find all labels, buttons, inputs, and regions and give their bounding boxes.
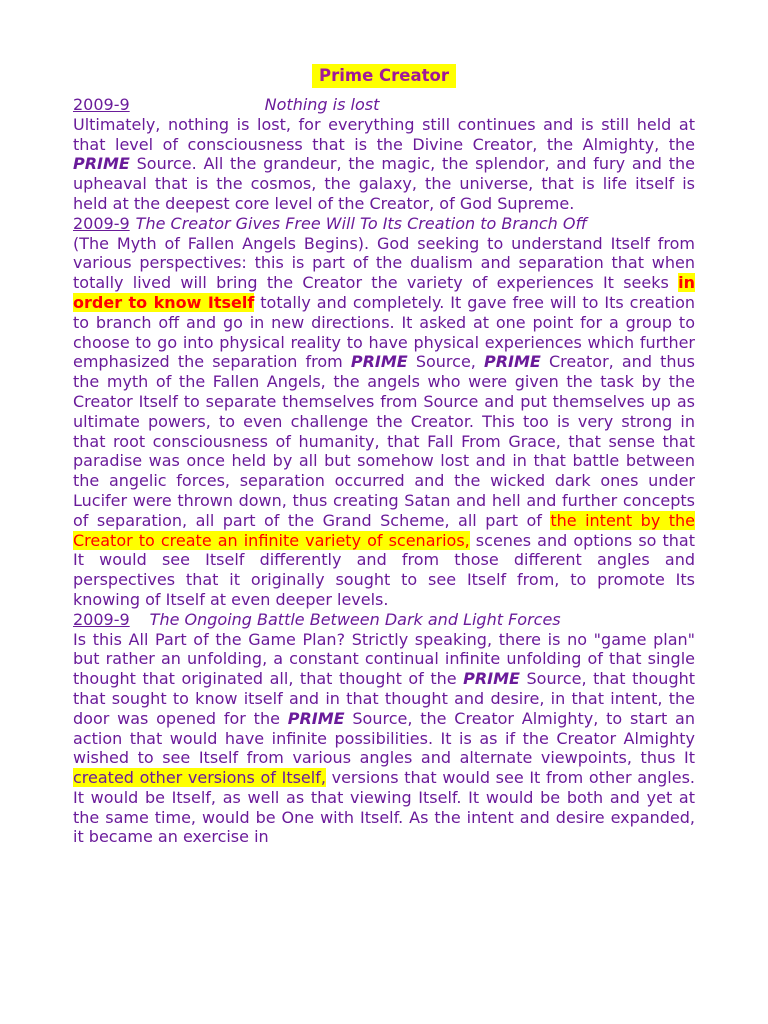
page-title: Prime Creator [312,64,456,88]
entry-free-will [73,214,695,610]
entry-dark-light-forces [73,610,695,848]
entry-date: 2009-9 [73,95,130,114]
entry-nothing-is-lost [73,95,695,214]
entry-header [73,95,695,115]
text-segment: Source. All the grandeur, the magic, the splendor, and fury and the upheaval that is the cosmos, the galaxy, the universe, that is life itself is held at the deepest core level of the Creator, of God Supreme. [73,154,695,213]
entry-paragraph [73,630,695,848]
entry-date: 2009-9 [73,609,130,629]
highlight-know-itself: in order to know Itself [73,273,695,312]
highlight-intent: the intent by the Creator to create an infinite variety of scenarios, [73,510,696,550]
text-segment: (The Myth of Fallen Angels Begins). God seeking to understand Itself from various perspectives: this is part of the dualism and separation that when totally lived will bring the Creator the variety of experiences It seeks [73,233,695,293]
prime-emphasis: PRIME [287,708,345,728]
entry-header [73,214,695,234]
entry-header [73,610,695,630]
entry-topic: The Creator Gives Free Will To Its Creation to Branch Off [135,213,588,233]
text-segment: versions that would see It from other angles. It would be Itself, as well as that viewing Itself. It would be both and yet at the same time, would be One with Itself. As the intent and desire expanded, it became an exercise in [73,768,696,847]
entry-paragraph [73,115,695,214]
prime-emphasis: PRIME [350,352,408,372]
document-page [73,64,695,847]
entry-date: 2009-9 [73,213,130,233]
text-segment: scenes and options so that It would see Itself differently and from those different angles and perspectives that it originally sought to see Itself from, to promote Its knowing of Itself at even deeper levels. [73,530,696,609]
highlight-other-versions: created other versions of Itself, [73,768,326,788]
prime-emphasis: PRIME [484,352,541,372]
text-segment: Is this All Part of the Game Plan? Strictly speaking, there is no "game plan" but rather an unfolding, a constant continual infinite unfolding of that single thought that originated all, that thought of the [73,629,695,689]
entry-paragraph [73,234,695,610]
entry-topic: Nothing is lost [264,95,380,114]
prime-emphasis: PRIME [73,154,130,174]
text-segment: Source, the Creator Almighty, to start an action that would have infinite possibilities. It is as if the Creator Almighty wished to see Itself from various angles and alternate viewpoints, thus It [73,708,696,768]
text-segment: Ultimately, nothing is lost, for everything still continues and is still held at that level of consciousness that is the Divine Creator, the Almighty, the [73,114,695,154]
text-segment: Source, that thought that sought to know itself and in that thought and desire, in that intent, the door was opened for the [73,669,696,728]
text-segment: Creator, and thus the myth of the Fallen Angels, the angels who were given the task by the Creator Itself to separate themselves from Source and put themselves up as ultimate powers, to even challenge the Creator. This too is very strong in that root consciousness of humanity, that Fall From Grace, that sense that paradise was once held by all but somehow lost and in that battle between the angelic forces, separation occurred and the wicked dark ones under Lucifer were thrown down, thus creating Satan and hell and further concepts of separation, all part of the Grand Scheme, all part of [73,352,695,530]
prime-emphasis: PRIME [463,669,520,689]
text-segment: Source, [407,352,484,372]
text-segment: totally and completely. It gave free will to Its creation to branch off and go in new directions. It asked at one point for a group to choose to go into physical reality to have physical experiences which further emphasized the separation from [73,292,696,372]
entry-topic: The Ongoing Battle Between Dark and Light Forces [149,609,561,629]
title-row [73,64,695,86]
